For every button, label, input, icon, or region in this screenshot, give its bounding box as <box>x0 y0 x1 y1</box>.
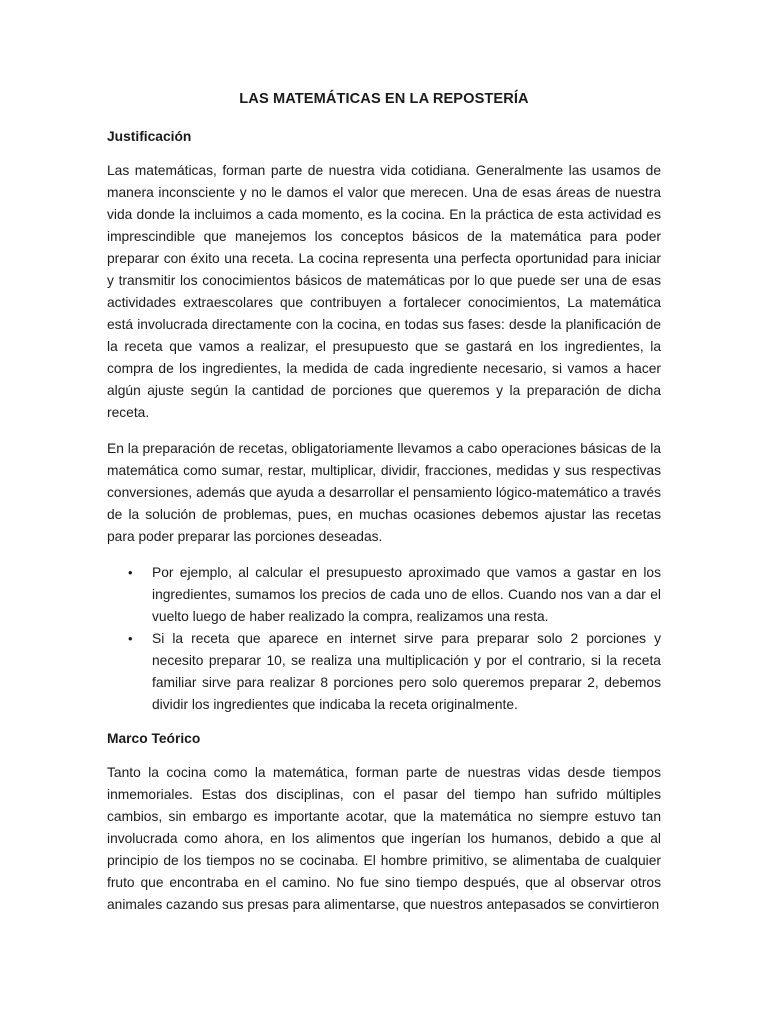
bullet-text: Por ejemplo, al calcular el presupuesto aproximado que vamos a gastar en los ingredientes, sumamos los precios de cada uno de ellos. Cuando nos van a dar el vuelto luego de haber realizado la compra, realizamos una resta. <box>152 565 661 624</box>
document-title: LAS MATEMÁTICAS EN LA REPOSTERÍA <box>239 91 529 107</box>
examples-bullet-list <box>107 562 661 716</box>
justificacion-paragraph-2: En la preparación de recetas, obligatoriamente llevamos a cabo operaciones básicas de la matemática como sumar, restar, multiplicar, dividir, fracciones, medidas y sus respectivas conversiones, además que ayuda a desarrollar el pensamiento lógico-matemático a través de la solución de problemas, pues, en muchas ocasiones debemos ajustar las recetas para poder preparar las porciones deseadas. <box>107 441 661 544</box>
document-page <box>107 88 661 930</box>
list-item <box>107 628 661 716</box>
section-heading-justificacion: Justificación <box>107 129 192 144</box>
bullet-icon: • <box>128 565 133 580</box>
section-heading-marco-teorico: Marco Teórico <box>107 731 201 746</box>
marco-teorico-paragraph-1: Tanto la cocina como la matemática, forman parte de nuestras vidas desde tiempos inmemoriales. Estas dos disciplinas, con el pasar del tiempo han sufrido múltiples cambios, sin embargo es importante acotar, que la matemática no siempre estuvo tan involucrada como ahora, en los alimentos que ingerían los humanos, debido a que al principio de los tiempos no se cocinaba. El hombre primitivo, se alimentaba de cualquier fruto que encontraba en el camino. No fue sino tiempo después, que al observar otros animales cazando sus presas para alimentarse, que nuestros antepasados se convirtieron <box>107 765 661 912</box>
justificacion-paragraph-1: Las matemáticas, forman parte de nuestra vida cotidiana. Generalmente las usamos de manera inconsciente y no le damos el valor que merecen. Una de esas áreas de nuestra vida donde la incluimos a cada momento, es la cocina. En la práctica de esta actividad es imprescindible que manejemos los conceptos básicos de la matemática para poder preparar con éxito una receta. La cocina representa una perfecta oportunidad para iniciar y transmitir los conocimientos básicos de matemáticas por lo que puede ser una de esas actividades extraescolares que contribuyen a fortalecer conocimientos, La matemática está involucrada directamente con la cocina, en todas sus fases: desde la planificación de la receta que vamos a realizar, el presupuesto que se gastará en los ingredientes, la compra de los ingredientes, la medida de cada ingrediente necesario, si vamos a hacer algún ajuste según la cantidad de porciones que queremos y la preparación de dicha receta. <box>107 163 661 420</box>
list-item <box>107 562 661 628</box>
bullet-icon: • <box>128 631 133 646</box>
bullet-text: Si la receta que aparece en internet sirve para preparar solo 2 porciones y necesito preparar 10, se realiza una multiplicación y por el contrario, si la receta familiar sirve para realizar 8 porciones pero solo queremos preparar 2, debemos dividir los ingredientes que indicaba la receta originalmente. <box>152 631 661 712</box>
